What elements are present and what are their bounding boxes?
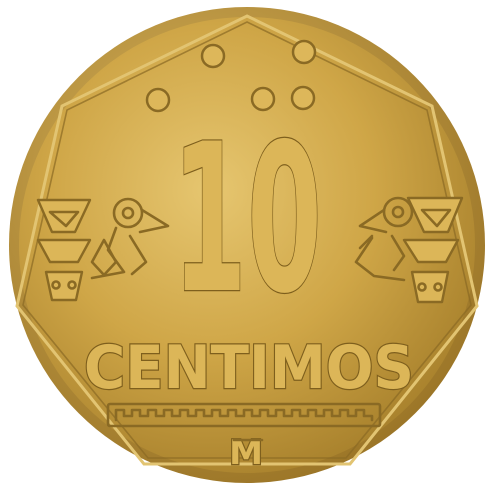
mint-mark: M	[229, 433, 263, 473]
denomination-number: 10	[172, 101, 322, 339]
braille-dot	[147, 89, 169, 111]
braille-dot	[293, 41, 315, 63]
braille-dot	[202, 45, 224, 67]
denomination-word: CENTIMOS	[84, 333, 414, 403]
